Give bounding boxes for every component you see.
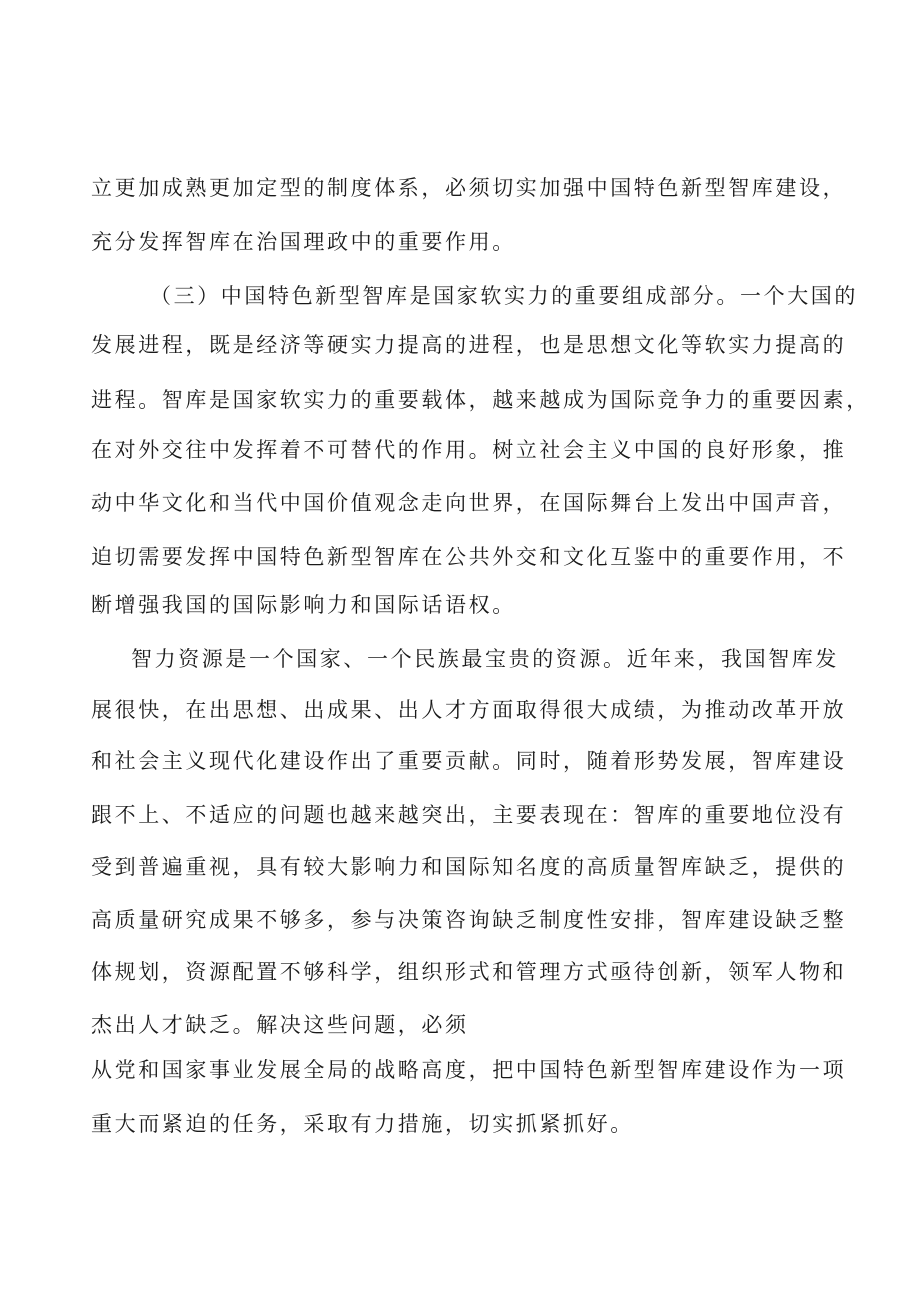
- text-line: 动中华文化和当代中国价值观念走向世界，在国际舞台上发出中国声音，: [91, 491, 847, 515]
- text-line: 迫切需要发挥中国特色新型智库在公共外交和文化互鉴中的重要作用，不: [91, 545, 847, 569]
- text-line: 跟不上、不适应的问题也越来越突出，主要表现在：智库的重要地位没有: [91, 803, 847, 827]
- text-line: 体规划，资源配置不够科学，组织形式和管理方式亟待创新，领军人物和: [91, 960, 847, 984]
- text-line: 受到普遍重视，具有较大影响力和国际知名度的高质量智库缺乏，提供的: [91, 855, 847, 879]
- text-line: 杰出人才缺乏。解决这些问题，必须: [91, 1013, 469, 1037]
- text-line: （三）中国特色新型智库是国家软实力的重要组成部分。一个大国的: [150, 284, 858, 308]
- text-line: 断增强我国的国际影响力和国际话语权。: [91, 593, 516, 617]
- text-line: 进程。智库是国家软实力的重要载体，越来越成为国际竞争力的重要因素，: [91, 388, 870, 412]
- text-line: 发展进程，既是经济等硬实力提高的进程，也是思想文化等软实力提高的: [91, 333, 847, 357]
- text-line: 高质量研究成果不够多，参与决策咨询缺乏制度性安排，智库建设缺乏整: [91, 908, 847, 932]
- text-line: 从党和国家事业发展全局的战略高度，把中国特色新型智库建设作为一项: [91, 1058, 847, 1082]
- text-line: 和社会主义现代化建设作出了重要贡献。同时，随着形势发展，智库建设: [91, 749, 847, 773]
- text-line: 展很快，在出思想、出成果、出人才方面取得很大成绩，为推动改革开放: [91, 698, 847, 722]
- text-line: 智力资源是一个国家、一个民族最宝贵的资源。近年来，我国智库发: [131, 647, 839, 671]
- text-line: 重大而紧迫的任务，采取有力措施，切实抓紧抓好。: [91, 1112, 634, 1136]
- text-line: 立更加成熟更加定型的制度体系，必须切实加强中国特色新型智库建设，: [91, 176, 847, 200]
- text-line: 在对外交往中发挥着不可替代的作用。树立社会主义中国的良好形象，推: [91, 438, 847, 462]
- text-line: 充分发挥智库在治国理政中的重要作用。: [91, 230, 516, 254]
